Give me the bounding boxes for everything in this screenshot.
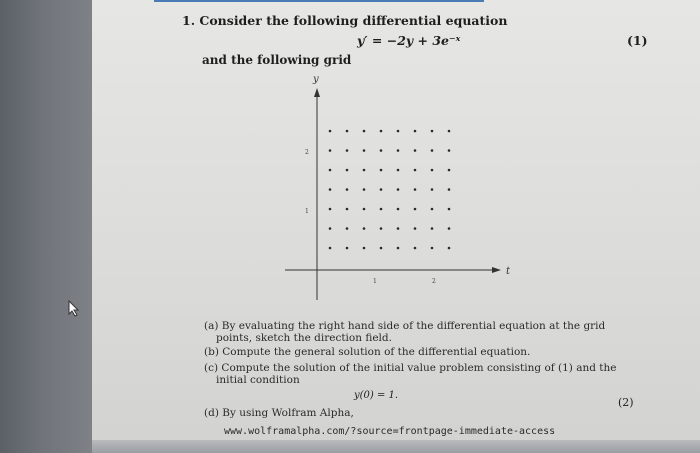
grid-dot (380, 208, 383, 211)
grid-dot (329, 149, 332, 152)
grid-dot (346, 130, 349, 133)
y-axis-label: y (313, 74, 319, 85)
part-a-line-1: (a) By evaluating the right hand side of the differential equation at the grid (204, 320, 606, 332)
grid-dot (397, 247, 400, 250)
grid-dot (397, 188, 400, 191)
grid-dot (414, 227, 417, 230)
grid-dot (380, 169, 383, 172)
question-title: 1. Consider the following differential equation (182, 13, 508, 28)
grid-dot (329, 227, 332, 230)
grid-dot (397, 130, 400, 133)
bottom-edge (92, 440, 700, 453)
grid-dot (448, 247, 451, 250)
x-axis-arrow (492, 267, 501, 273)
part-c-line-1: (c) Compute the solution of the initial value problem consisting of (1) and the (204, 362, 617, 374)
grid-dot (346, 247, 349, 250)
grid-dot (397, 149, 400, 152)
grid-axes (285, 88, 501, 300)
grid-dot (346, 149, 349, 152)
grid-dot (380, 130, 383, 133)
grid-dot (363, 208, 366, 211)
grid-dot (414, 208, 417, 211)
left-bezel (0, 0, 92, 453)
equation-number-1: (1) (627, 33, 648, 48)
grid-dot (414, 188, 417, 191)
initial-condition: y(0) = 1. (354, 390, 399, 401)
direction-field-grid (92, 0, 700, 453)
grid-dot (346, 169, 349, 172)
grid-dot (346, 208, 349, 211)
grid-dot (448, 130, 451, 133)
grid-dot (431, 208, 434, 211)
grid-dot (346, 188, 349, 191)
grid-dot (431, 130, 434, 133)
grid-dot (431, 247, 434, 250)
grid-dot (363, 247, 366, 250)
x-axis-label: t (506, 266, 511, 277)
part-c-line-2: initial condition (216, 374, 300, 386)
grid-dot (363, 130, 366, 133)
grid-dot (431, 188, 434, 191)
grid-dot (397, 208, 400, 211)
y-tick-label: 1 (305, 208, 309, 215)
grid-dot (380, 247, 383, 250)
grid-dots (329, 130, 451, 250)
equation-number-2: (2) (618, 396, 634, 409)
grid-dot (363, 169, 366, 172)
part-d: (d) By using Wolfram Alpha, (204, 407, 354, 419)
grid-dot (363, 227, 366, 230)
grid-dot (380, 149, 383, 152)
y-tick-label: 2 (305, 149, 309, 156)
grid-dot (431, 149, 434, 152)
paper-sheet (92, 0, 700, 453)
grid-dot (397, 227, 400, 230)
x-tick-label: 1 (373, 278, 377, 285)
grid-dot (329, 169, 332, 172)
differential-equation: y′ = −2y + 3e⁻ˣ (357, 33, 461, 48)
y-axis-arrow (314, 88, 320, 97)
grid-dot (329, 247, 332, 250)
grid-dot (448, 188, 451, 191)
part-a-line-2: points, sketch the direction field. (216, 332, 392, 344)
grid-dot (346, 227, 349, 230)
grid-dot (448, 227, 451, 230)
grid-dot (414, 149, 417, 152)
grid-dot (448, 208, 451, 211)
wolfram-url: www.wolframalpha.com/?source=frontpage-immediate-access (224, 426, 556, 437)
grid-dot (414, 130, 417, 133)
grid-dot (414, 169, 417, 172)
grid-dot (448, 169, 451, 172)
grid-dot (329, 188, 332, 191)
x-tick-label: 2 (432, 278, 436, 285)
grid-dot (380, 188, 383, 191)
grid-dot (448, 149, 451, 152)
grid-intro: and the following grid (202, 53, 352, 67)
grid-dot (363, 149, 366, 152)
mouse-cursor-icon (67, 300, 83, 318)
part-b: (b) Compute the general solution of the differential equation. (204, 346, 531, 358)
grid-dot (431, 227, 434, 230)
grid-dot (329, 130, 332, 133)
grid-dot (431, 169, 434, 172)
grid-dot (329, 208, 332, 211)
grid-dot (414, 247, 417, 250)
grid-dot (363, 188, 366, 191)
grid-dot (380, 227, 383, 230)
grid-dot (397, 169, 400, 172)
